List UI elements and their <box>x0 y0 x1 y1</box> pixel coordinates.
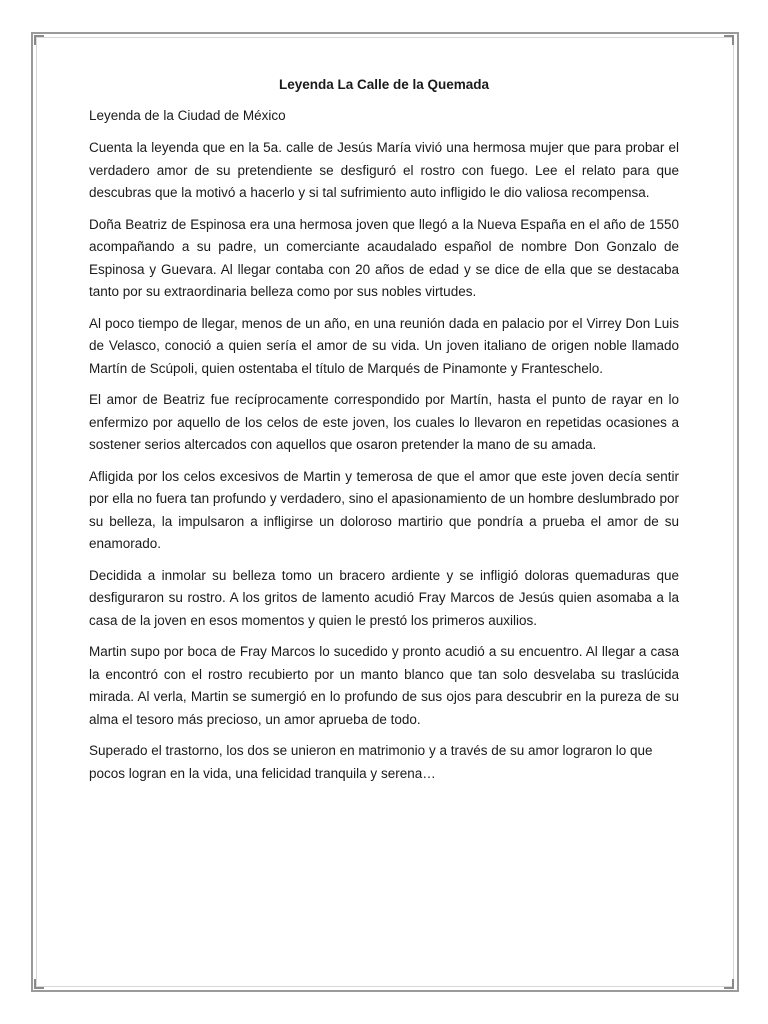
paragraph: Superado el trastorno, los dos se unieron en matrimonio y a través de su amor lograron lo que pocos logran en la vida, una felicidad tranquila y serena… <box>89 743 653 781</box>
paragraph: Doña Beatriz de Espinosa era una hermosa joven que llegó a la Nueva España en el año de 1550 acompañando a su padre, un comerciante acaudalado español de nombre Don Gonzalo de Espinosa y Guevara. Al llegar contaba con 20 años de edad y se dice de ella que se destacaba tanto por su extraordinaria belleza como por sus nobles virtudes. <box>89 216 679 299</box>
paragraph: Cuenta la leyenda que en la 5a. calle de Jesús María vivió una hermosa mujer que para probar el verdadero amor de su pretendiente se desfiguró el rostro con fuego. Lee el relato para que descubras que la motivó a hacerlo y si tal sufrimiento auto infligido le dio valiosa recompensa. <box>89 140 679 200</box>
corner-mark-bottom-left <box>34 979 44 989</box>
document-body <box>89 74 679 794</box>
paragraph: El amor de Beatriz fue recíprocamente correspondido por Martín, hasta el punto de rayar en lo enfermizo por aquello de los celos de este joven, los cuales lo llevaron en repetidas ocasiones a sostener serios altercados con aquellos que osaron pretender la mano de su amada. <box>89 392 679 452</box>
corner-mark-top-left <box>34 35 44 45</box>
paragraph: Al poco tiempo de llegar, menos de un año, en una reunión dada en palacio por el Virrey Don Luis de Velasco, conoció a quien sería el amor de su vida. Un joven italiano de origen noble llamado Martín de Scúpoli, quien ostentaba el título de Marqués de Pinamonte y Franteschelo. <box>89 315 679 376</box>
paragraph: Decidida a inmolar su belleza tomo un bracero ardiente y se infligió doloras quemaduras que desfiguraron su rostro. A los gritos de lamento acudió Fray Marcos de Jesús quien asomaba a la casa de la joven en esos momentos y quien le prestó los primeros auxilios. <box>89 567 679 628</box>
paragraph: Afligida por los celos excesivos de Martin y temerosa de que el amor que este joven decía sentir por ella no fuera tan profundo y verdadero, sino el apasionamiento de un hombre deslumbrado por su belleza, la impulsaron a infligirse un doloroso martirio que pondría a prueba el amor de su enamorado. <box>89 468 679 551</box>
document-title: Leyenda La Calle de la Quemada <box>278 77 490 92</box>
corner-mark-top-right <box>724 35 734 45</box>
paragraph: Martin supo por boca de Fray Marcos lo sucedido y pronto acudió a su encuentro. Al llegar a casa la encontró con el rostro recubierto por un manto blanco que tan solo desvelaba su traslúcida mirada. Al verla, Martin se sumergió en lo profundo de sus ojos para descubrir en la pureza de su alma el tesoro más precioso, un amor aprueba de todo. <box>89 644 679 727</box>
document-subtitle: Leyenda de la Ciudad de México <box>89 108 286 123</box>
corner-mark-bottom-right <box>724 979 734 989</box>
